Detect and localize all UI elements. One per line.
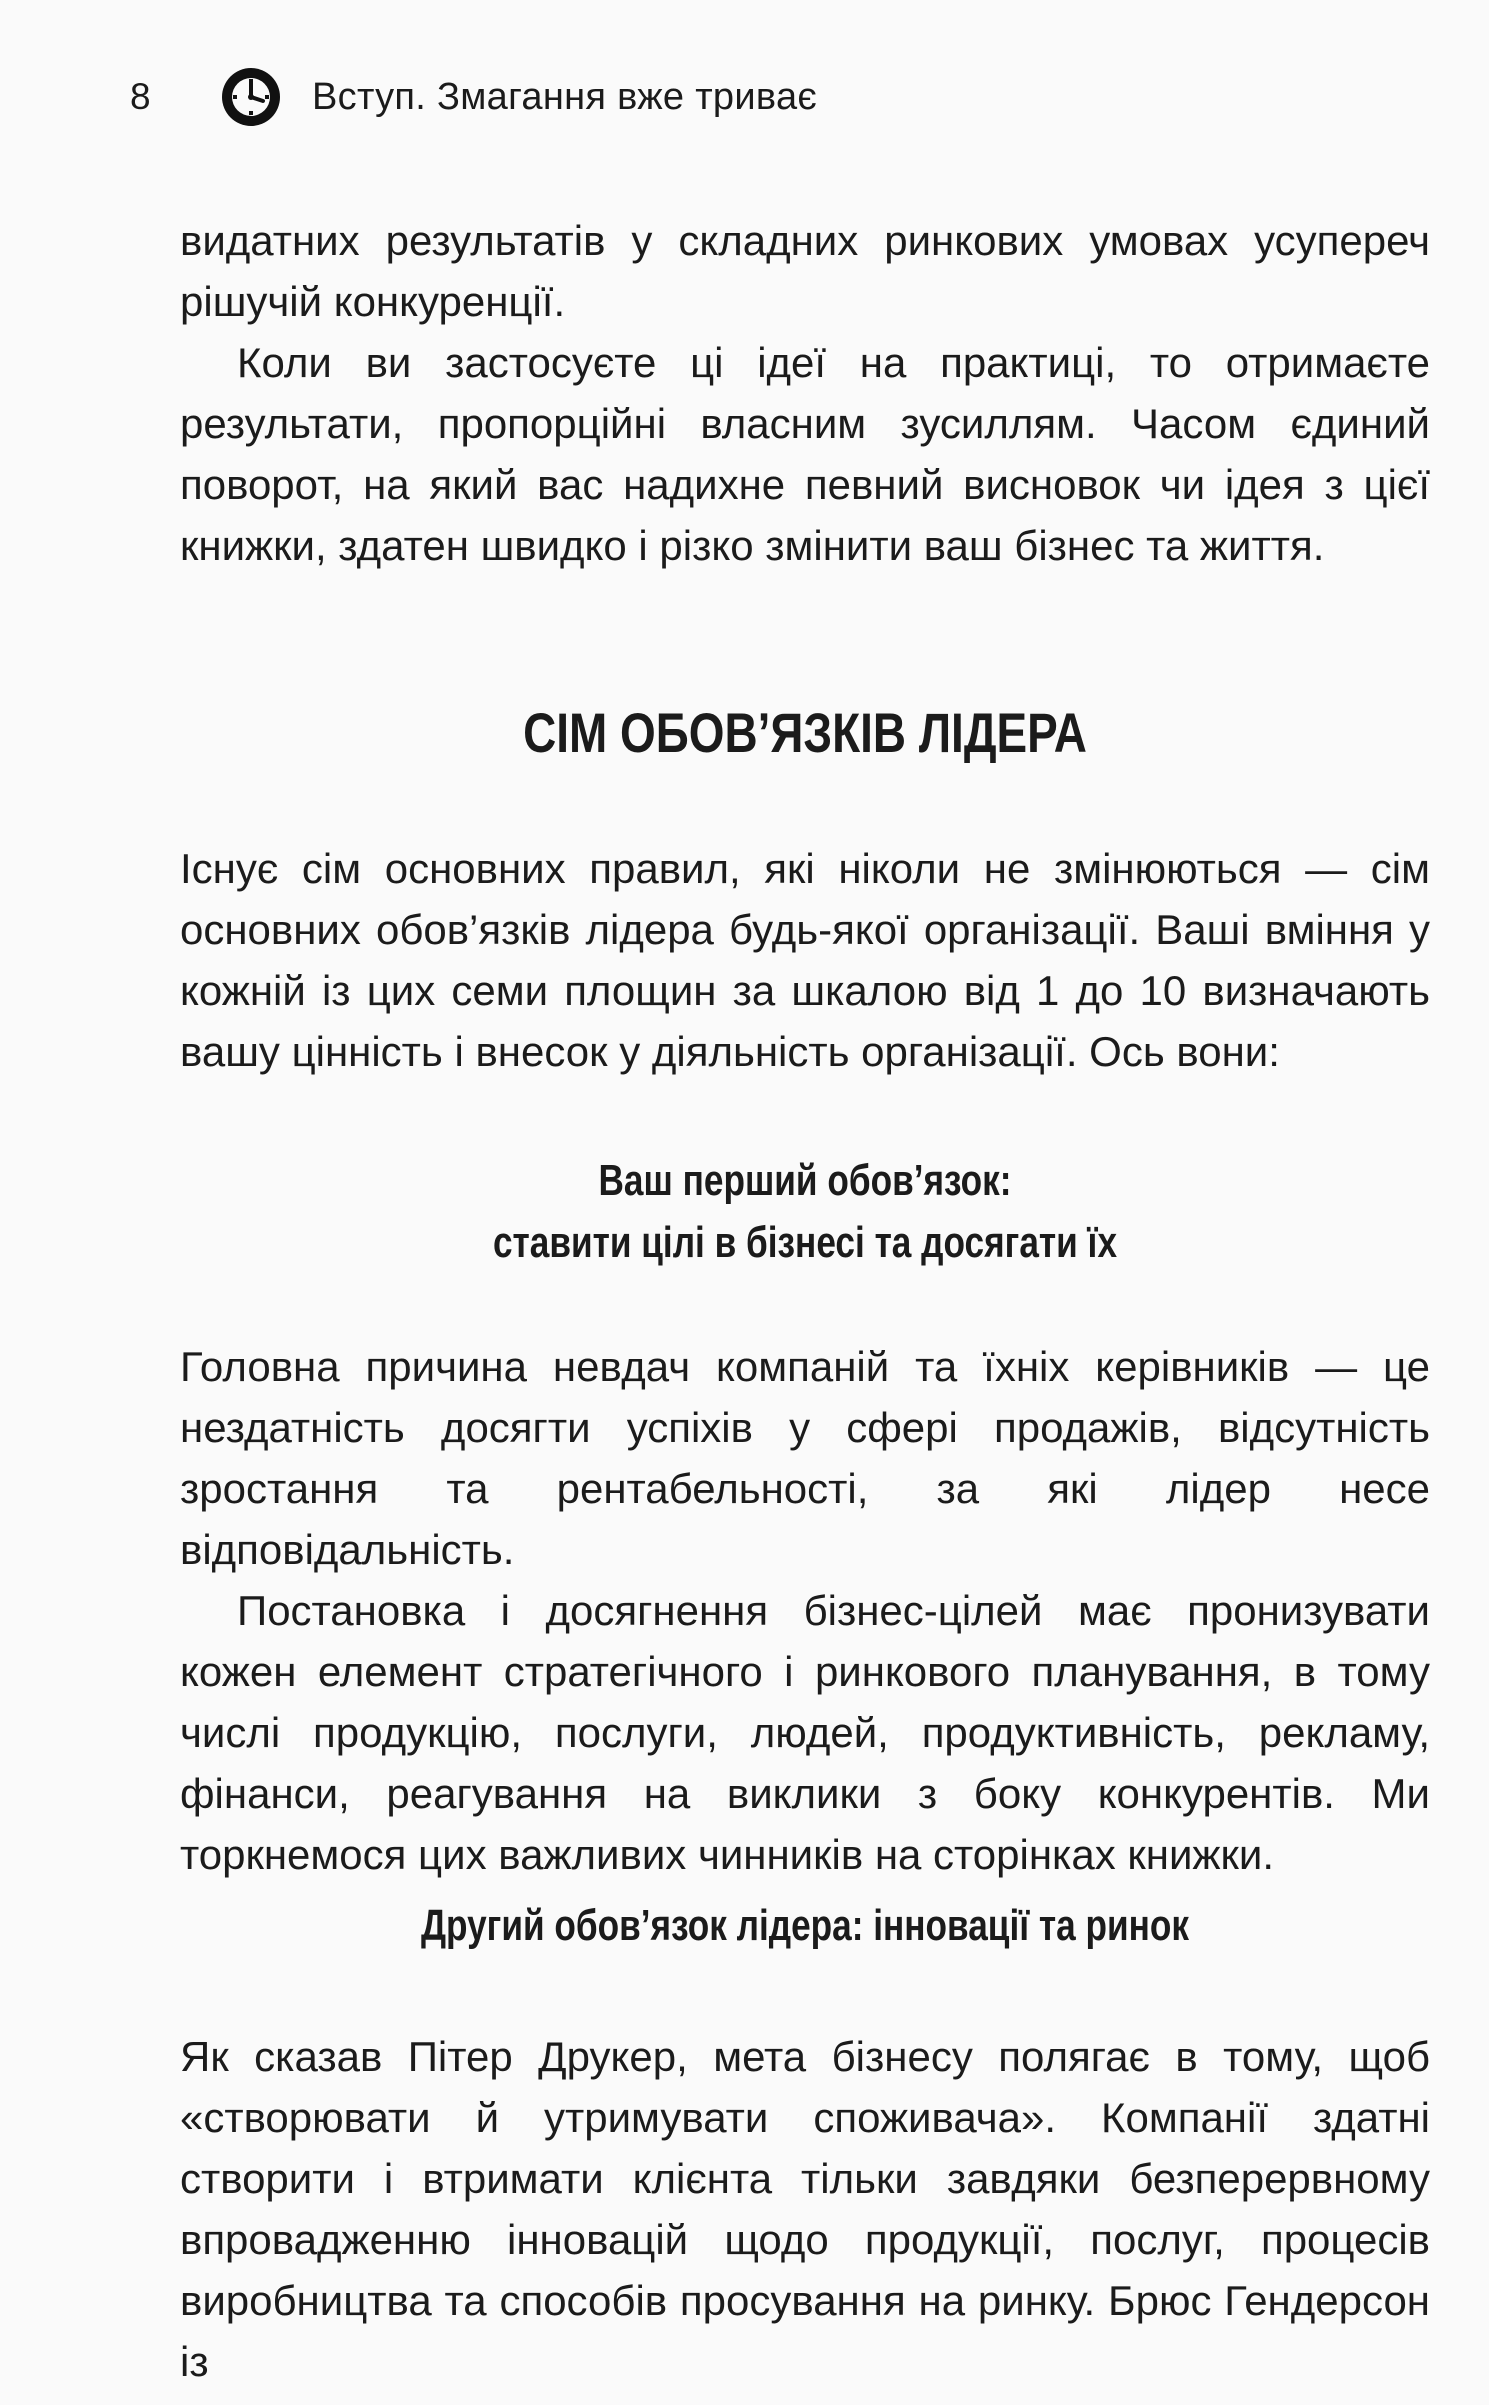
page-number: 8 xyxy=(130,76,152,117)
paragraph: Головна причина невдач компаній та їхніх керівників — це нездатність досягти успіхів у сфері продажів, відсутність зростання та рентабельності, за які лідер несе відповідальність. xyxy=(180,1343,1430,1573)
clock-icon xyxy=(220,66,282,128)
duty-one-heading-line1: Ваш перший обов’язок: xyxy=(598,1156,1012,1205)
duty-one-heading xyxy=(305,1150,1305,1274)
running-header xyxy=(130,62,817,132)
paragraph: Існує сім основних правил, які ніколи не змінюються — сім основних обов’язків лідера будь-якої організації. Ваші вміння у кожній із цих семи площин за шкалою від 1 до 10 визначають вашу цінність і внесок у діяльність організації. Ось вони: xyxy=(180,845,1430,1075)
duty-one-text xyxy=(180,1336,1430,1885)
duty-two-heading-line1: Другий обов’язок лідера: інновації та ринок xyxy=(420,1901,1190,1950)
paragraph: Постановка і досягнення бізнес-цілей має пронизувати кожен елемент стратегічного і ринкового планування, в тому числі продукцію, послуги, людей, продуктивність, рекламу, фінанси, реагування на виклики з боку конкурентів. Ми торкнемося цих важливих чинників на сторінках книжки. xyxy=(180,1587,1430,1878)
section-intro xyxy=(180,838,1430,1082)
paragraph: Коли ви застосуєте ці ідеї на практиці, то отримаєте результати, пропорційні власним зусиллям. Часом єдиний поворот, на який вас надихне певний висновок чи ідея з цієї книжки, здатен швидко і різко змінити ваш бізнес та життя. xyxy=(180,339,1430,569)
duty-two-heading xyxy=(305,1895,1305,1957)
section-heading: СІМ ОБОВ’ЯЗКІВ ЛІДЕРА xyxy=(523,701,1087,764)
duty-one-heading-line2: ставити цілі в бізнесі та досягати їх xyxy=(492,1218,1118,1267)
intro-continuation xyxy=(180,210,1430,576)
duty-two-text xyxy=(180,2026,1430,2392)
running-title: Вступ. Змагання вже триває xyxy=(312,75,818,118)
paragraph: видатних результатів у складних ринкових умовах усупереч рішучій конкуренції. xyxy=(180,217,1430,325)
paragraph: Як сказав Пітер Друкер, мета бізнесу полягає в тому, щоб «створювати й утримувати споживача». Компанії здатні створити і втримати клієнта тільки завдяки безперервному впровадженню інновацій щодо продукції, послуг, процесів виробництва та способів просування на ринку. Брюс Гендерсон із xyxy=(180,2033,1430,2385)
